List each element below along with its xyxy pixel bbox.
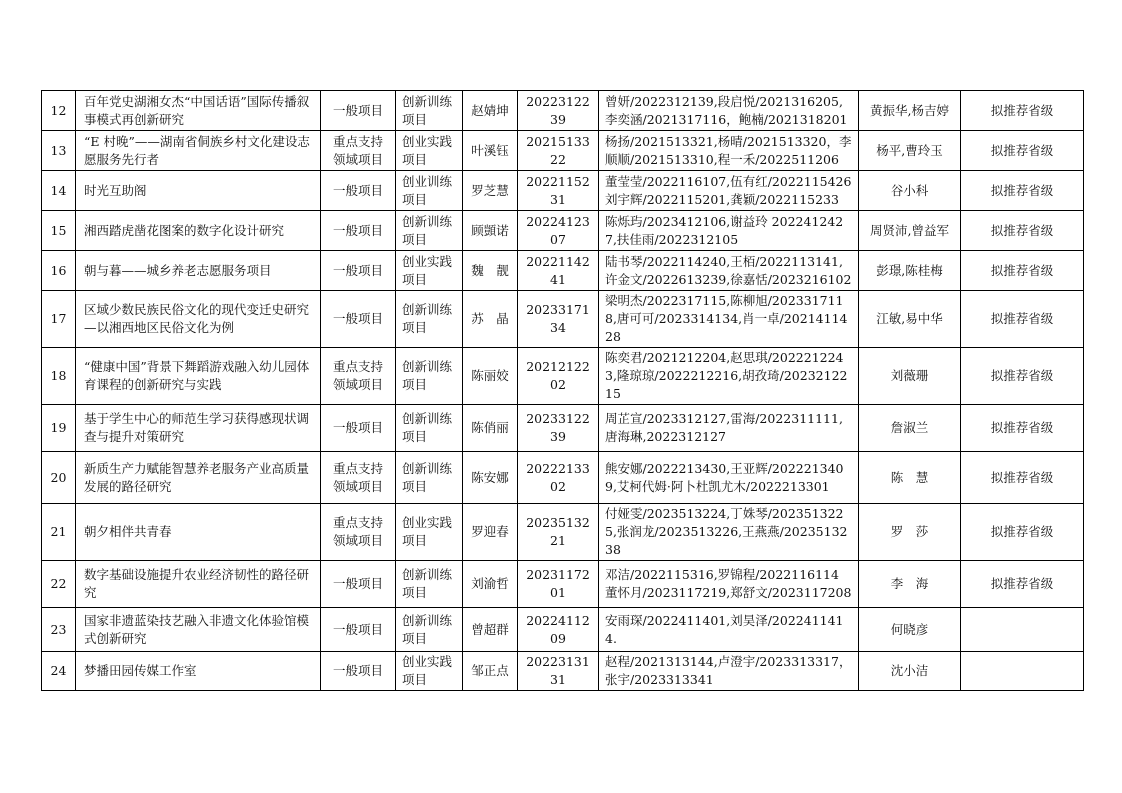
cell-project-type: 创新训练项目	[396, 561, 463, 608]
cell-members: 安雨琛/2022411401,刘昊泽/2022411414.	[599, 608, 859, 652]
cell-members: 熊安娜/2022213430,王亚辉/2022213409,艾柯代姆·阿卜杜凯尤木/2022213301	[599, 452, 859, 504]
cell-project-name: 区域少数民族民俗文化的现代变迁史研究—以湘西地区民俗文化为例	[76, 291, 321, 348]
cell-leader: 罗迎春	[463, 504, 518, 561]
cell-recommendation: 拟推荐省级	[961, 561, 1084, 608]
table-row	[42, 171, 1084, 211]
cell-leader: 曾超群	[463, 608, 518, 652]
cell-project-name: 梦播田园传媒工作室	[76, 652, 321, 691]
cell-advisor: 陈 慧	[859, 452, 961, 504]
cell-number: 14	[42, 171, 76, 211]
cell-advisor: 何晓彦	[859, 608, 961, 652]
cell-student-id: 2021513322	[518, 131, 599, 171]
cell-members: 梁明杰/2022317115,陈柳旭/2023317118,唐可可/2023314134,肖一卓/2021411428	[599, 291, 859, 348]
cell-category: 一般项目	[321, 652, 396, 691]
cell-student-id: 2022412307	[518, 211, 599, 251]
cell-project-type: 创新训练项目	[396, 348, 463, 405]
cell-student-id: 2022312239	[518, 91, 599, 131]
cell-members: 陈烁玙/2023412106,谢益玲 2022412427,扶佳雨/2022312105	[599, 211, 859, 251]
cell-student-id: 2023117201	[518, 561, 599, 608]
cell-number: 24	[42, 652, 76, 691]
cell-student-id: 2022114241	[518, 251, 599, 291]
cell-leader: 陈安娜	[463, 452, 518, 504]
table-row	[42, 405, 1084, 452]
cell-recommendation: 拟推荐省级	[961, 211, 1084, 251]
cell-leader: 魏 靓	[463, 251, 518, 291]
table-row	[42, 452, 1084, 504]
cell-project-type: 创新训练项目	[396, 211, 463, 251]
cell-category: 一般项目	[321, 291, 396, 348]
cell-advisor: 江敏,易中华	[859, 291, 961, 348]
cell-number: 22	[42, 561, 76, 608]
cell-recommendation: 拟推荐省级	[961, 504, 1084, 561]
cell-project-name: 国家非遗蓝染技艺融入非遗文化体验馆模式创新研究	[76, 608, 321, 652]
cell-student-id: 2022313131	[518, 652, 599, 691]
cell-project-name: 朝与暮——城乡养老志愿服务项目	[76, 251, 321, 291]
cell-category: 一般项目	[321, 608, 396, 652]
cell-recommendation: 拟推荐省级	[961, 348, 1084, 405]
table-row	[42, 348, 1084, 405]
table-row	[42, 652, 1084, 691]
cell-project-name: “健康中国”背景下舞蹈游戏融入幼儿园体育课程的创新研究与实践	[76, 348, 321, 405]
cell-members: 赵程/2021313144,卢澄宇/2023313317，张宇/2023313341	[599, 652, 859, 691]
cell-leader: 叶溪钰	[463, 131, 518, 171]
cell-project-type: 创业实践项目	[396, 251, 463, 291]
cell-project-name: “E 村晚”——湖南省侗族乡村文化建设志愿服务先行者	[76, 131, 321, 171]
cell-leader: 罗芝慧	[463, 171, 518, 211]
cell-recommendation: 拟推荐省级	[961, 131, 1084, 171]
table-row	[42, 251, 1084, 291]
cell-members: 曾妍/2022312139,段启悦/2021316205,李奕涵/2021317116，鲍楠/2021318201	[599, 91, 859, 131]
cell-category: 重点支持领域项目	[321, 504, 396, 561]
cell-number: 13	[42, 131, 76, 171]
cell-advisor: 沈小洁	[859, 652, 961, 691]
cell-members: 周芷宣/2023312127,雷海/2022311111,唐海琳,2022312127	[599, 405, 859, 452]
cell-project-type: 创业训练项目	[396, 171, 463, 211]
cell-number: 23	[42, 608, 76, 652]
cell-members: 陆书琴/2022114240,王栢/2022113141,许金文/2022613239,徐嘉恬/2023216102	[599, 251, 859, 291]
cell-advisor: 罗 莎	[859, 504, 961, 561]
cell-project-type: 创新训练项目	[396, 291, 463, 348]
cell-student-id: 2022213302	[518, 452, 599, 504]
cell-leader: 苏 晶	[463, 291, 518, 348]
cell-number: 12	[42, 91, 76, 131]
cell-category: 一般项目	[321, 211, 396, 251]
cell-number: 20	[42, 452, 76, 504]
cell-project-type: 创新训练项目	[396, 405, 463, 452]
table-row	[42, 211, 1084, 251]
cell-leader: 赵婧坤	[463, 91, 518, 131]
table-body	[42, 91, 1084, 691]
cell-category: 一般项目	[321, 91, 396, 131]
cell-project-type: 创新训练项目	[396, 452, 463, 504]
cell-leader: 邹正点	[463, 652, 518, 691]
cell-leader: 刘渝哲	[463, 561, 518, 608]
cell-project-name: 湘西踏虎凿花图案的数字化设计研究	[76, 211, 321, 251]
cell-leader: 陈俏丽	[463, 405, 518, 452]
cell-members: 董莹莹/2022116107,伍有红/2022115426 刘宇辉/2022115201,龚颖/2022115233	[599, 171, 859, 211]
cell-category: 重点支持领域项目	[321, 452, 396, 504]
cell-number: 18	[42, 348, 76, 405]
cell-student-id: 2022411209	[518, 608, 599, 652]
cell-advisor: 黄振华,杨吉婷	[859, 91, 961, 131]
cell-recommendation: 拟推荐省级	[961, 91, 1084, 131]
cell-members: 邓洁/2022115316,罗锦程/2022116114 董怀月/2023117219,郑舒文/2023117208	[599, 561, 859, 608]
cell-recommendation: 拟推荐省级	[961, 452, 1084, 504]
cell-members: 付娅雯/2023513224,丁姝琴/2023513225,张润龙/2023513226,王燕燕/2023513238	[599, 504, 859, 561]
cell-members: 杨扬/2021513321,杨晴/2021513320，李顺顺/2021513310,程一禾/2022511206	[599, 131, 859, 171]
cell-student-id: 2023317134	[518, 291, 599, 348]
cell-advisor: 周贤沛,曾益军	[859, 211, 961, 251]
table-row	[42, 131, 1084, 171]
cell-leader: 顾顗诺	[463, 211, 518, 251]
table-row	[42, 504, 1084, 561]
cell-category: 重点支持领域项目	[321, 348, 396, 405]
cell-project-type: 创业实践项目	[396, 504, 463, 561]
cell-category: 一般项目	[321, 251, 396, 291]
cell-project-type: 创新训练项目	[396, 608, 463, 652]
cell-student-id: 2023312239	[518, 405, 599, 452]
cell-recommendation: 拟推荐省级	[961, 291, 1084, 348]
cell-project-type: 创业实践项目	[396, 131, 463, 171]
cell-project-name: 新质生产力赋能智慧养老服务产业高质量发展的路径研究	[76, 452, 321, 504]
cell-recommendation	[961, 652, 1084, 691]
table-row	[42, 561, 1084, 608]
cell-number: 17	[42, 291, 76, 348]
table-row	[42, 608, 1084, 652]
cell-leader: 陈丽姣	[463, 348, 518, 405]
cell-project-type: 创业实践项目	[396, 652, 463, 691]
cell-category: 一般项目	[321, 171, 396, 211]
cell-number: 16	[42, 251, 76, 291]
cell-advisor: 彭璟,陈桂梅	[859, 251, 961, 291]
cell-number: 19	[42, 405, 76, 452]
cell-recommendation: 拟推荐省级	[961, 171, 1084, 211]
cell-project-name: 时光互助阁	[76, 171, 321, 211]
cell-project-name: 百年党史湖湘女杰“中国话语”国际传播叙事模式再创新研究	[76, 91, 321, 131]
cell-number: 21	[42, 504, 76, 561]
cell-project-name: 朝夕相伴共青春	[76, 504, 321, 561]
cell-project-type: 创新训练项目	[396, 91, 463, 131]
cell-number: 15	[42, 211, 76, 251]
cell-advisor: 刘薇珊	[859, 348, 961, 405]
project-table	[41, 90, 1084, 691]
table-row	[42, 91, 1084, 131]
cell-student-id: 2021212202	[518, 348, 599, 405]
cell-project-name: 基于学生中心的师范生学习获得感现状调查与提升对策研究	[76, 405, 321, 452]
cell-recommendation: 拟推荐省级	[961, 405, 1084, 452]
cell-members: 陈奕君/2021212204,赵思琪/2022212243,隆琼琼/2022212216,胡孜琦/2023212215	[599, 348, 859, 405]
cell-recommendation	[961, 608, 1084, 652]
cell-student-id: 2022115231	[518, 171, 599, 211]
cell-advisor: 李 海	[859, 561, 961, 608]
cell-advisor: 杨平,曹玲玉	[859, 131, 961, 171]
cell-category: 一般项目	[321, 405, 396, 452]
cell-advisor: 詹淑兰	[859, 405, 961, 452]
cell-category: 一般项目	[321, 561, 396, 608]
table-row	[42, 291, 1084, 348]
cell-recommendation: 拟推荐省级	[961, 251, 1084, 291]
cell-student-id: 2023513221	[518, 504, 599, 561]
cell-project-name: 数字基础设施提升农业经济韧性的路径研究	[76, 561, 321, 608]
cell-category: 重点支持领域项目	[321, 131, 396, 171]
cell-advisor: 谷小科	[859, 171, 961, 211]
